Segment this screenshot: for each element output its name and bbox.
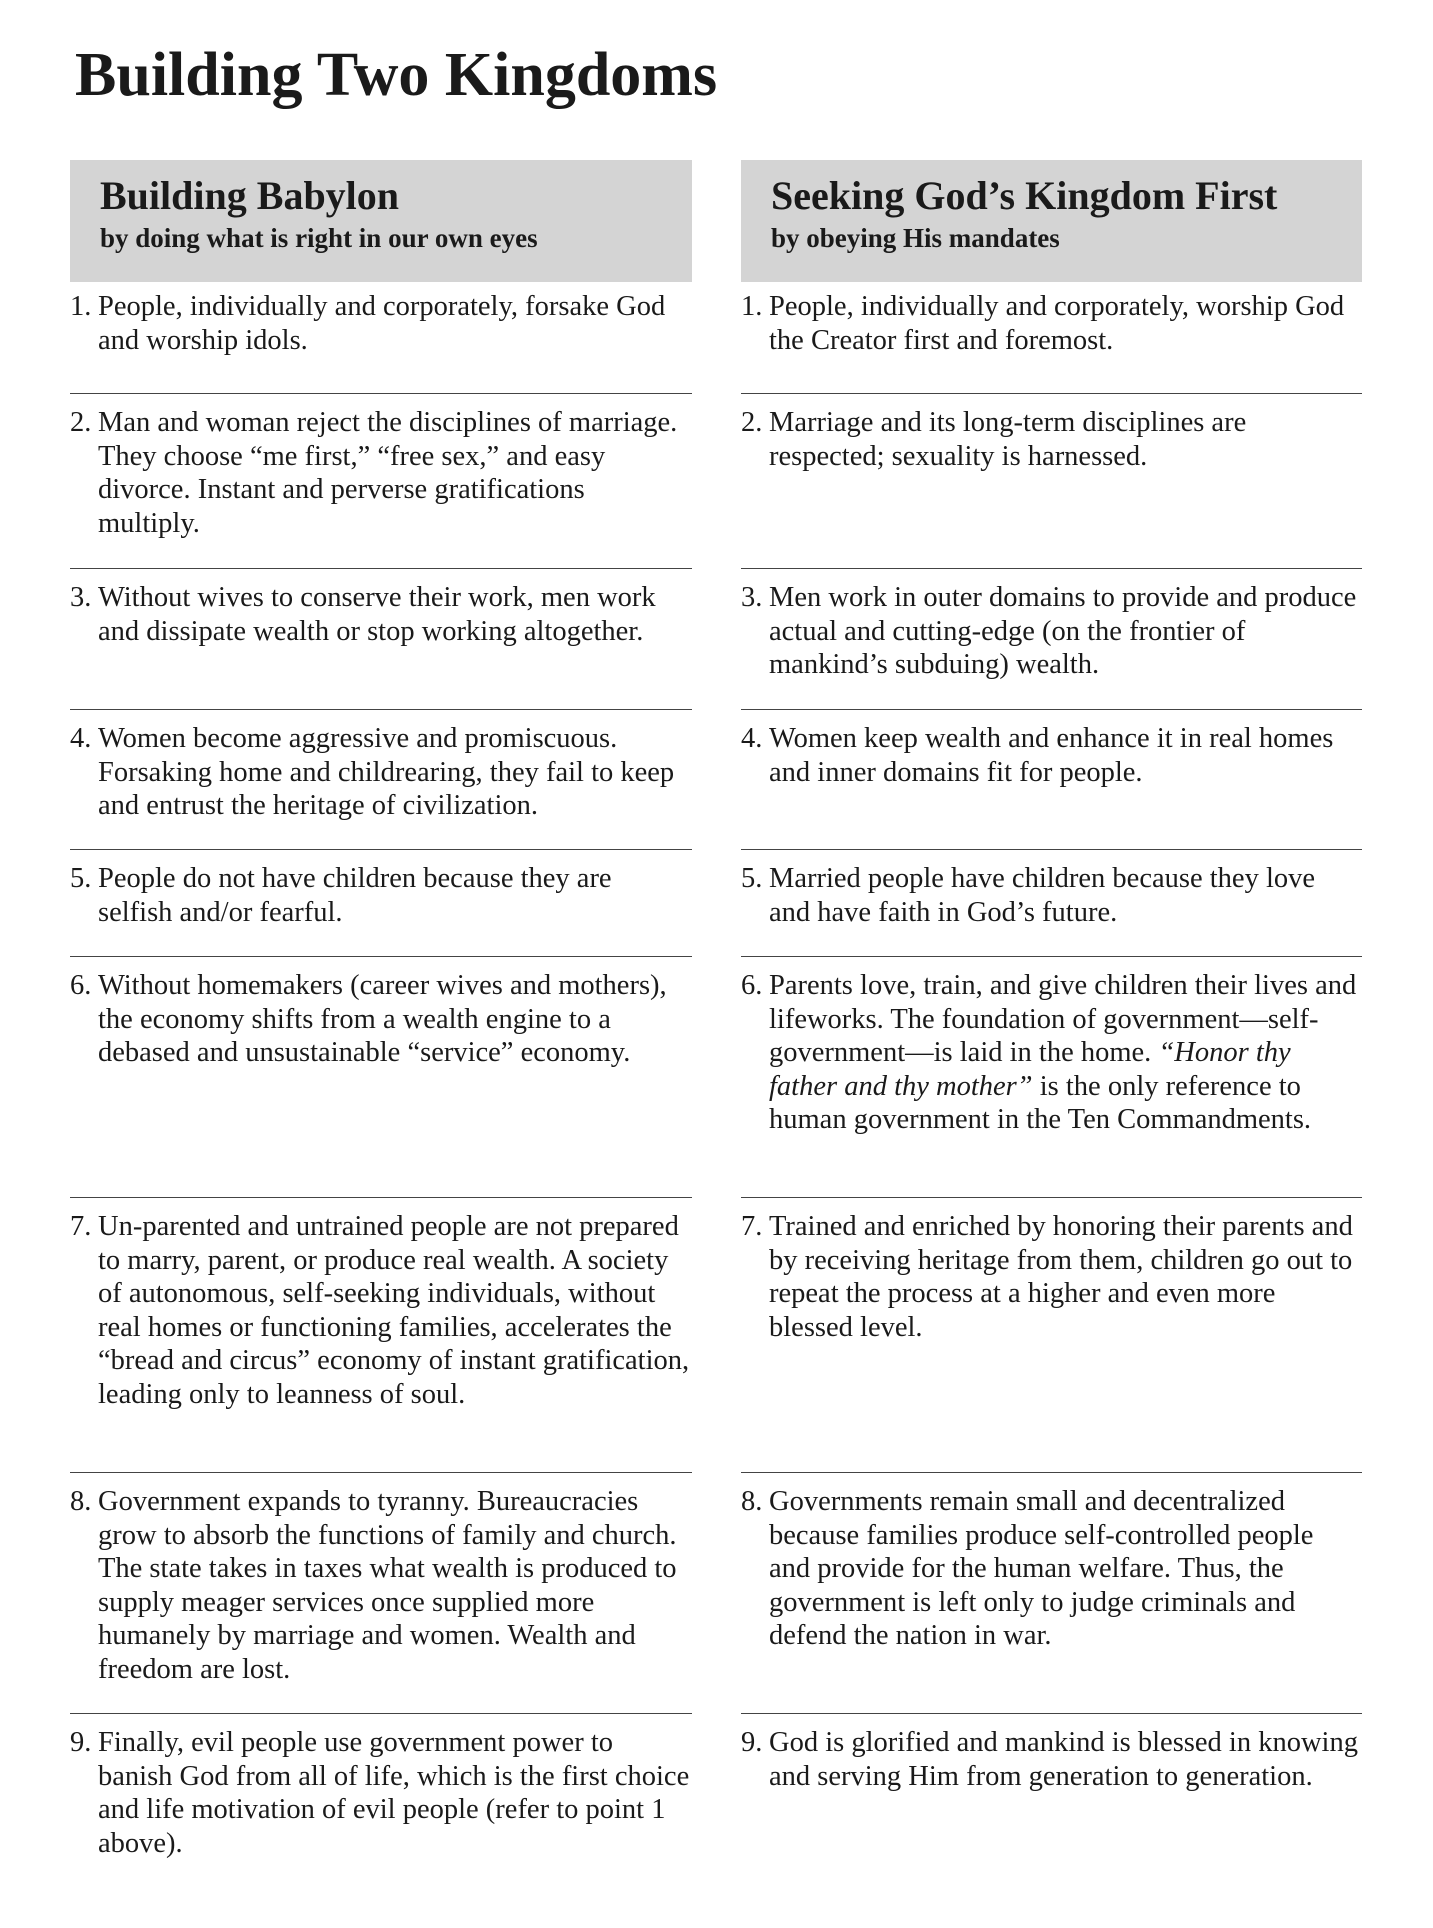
item-number: 7. xyxy=(70,1211,92,1242)
list-item xyxy=(741,290,1362,357)
list-item xyxy=(741,709,1362,789)
item-number: 1. xyxy=(741,291,763,322)
item-text: Trained and enriched by honoring their parents and by receiving heritage from them, children go out to repeat the process at a higher and even more blessed level. xyxy=(769,1211,1353,1343)
item-text: Finally, evil people use government power to banish God from all of life, which is the first choice and life motivation of evil people (refer to point 1 above). xyxy=(98,1727,690,1859)
page-title: Building Two Kingdoms xyxy=(75,41,718,109)
list-item xyxy=(741,1713,1362,1793)
item-number: 8. xyxy=(70,1486,92,1517)
column-heading: Building Babylon xyxy=(100,173,400,218)
item-text: Man and woman reject the disciplines of marriage. They choose “me first,” “free sex,” and easy divorce. Instant and perverse gratifications multiply. xyxy=(98,407,678,539)
list-item xyxy=(741,956,1362,1137)
item-number: 5. xyxy=(741,863,763,894)
item-number: 9. xyxy=(70,1727,92,1758)
item-number: 4. xyxy=(741,723,763,754)
item-text: Without wives to conserve their work, men work and dissipate wealth or stop working altogether. xyxy=(98,582,656,647)
item-number: 6. xyxy=(70,970,92,1001)
item-text: People, individually and corporately, forsake God and worship idols. xyxy=(98,291,666,356)
item-text: Men work in outer domains to provide and produce actual and cutting-edge (on the frontier of mankind’s subduing) wealth. xyxy=(769,582,1357,680)
item-text: Government expands to tyranny. Bureaucracies grow to absorb the functions of family and church. The state takes in taxes what wealth is produced to supply meager services once supplied more humanely by marriage and women. Wealth and freedom are lost. xyxy=(98,1486,677,1685)
list-item xyxy=(741,393,1362,473)
item-number: 9. xyxy=(741,1727,763,1758)
item-number: 2. xyxy=(70,407,92,438)
item-number: 6. xyxy=(741,970,763,1001)
list-item xyxy=(70,290,692,357)
column-subheading: by obeying His mandates xyxy=(771,223,1060,253)
list-item xyxy=(70,1197,692,1411)
item-text: People do not have children because they are selfish and/or fearful. xyxy=(98,863,612,928)
item-number: 3. xyxy=(70,582,92,613)
item-number: 8. xyxy=(741,1486,763,1517)
item-number: 7. xyxy=(741,1211,763,1242)
column-heading: Seeking God’s Kingdom First xyxy=(771,173,1278,218)
item-text: Without homemakers (career wives and mothers), the economy shifts from a wealth engine to a debased and unsustainable “service” economy. xyxy=(98,970,667,1068)
item-number: 4. xyxy=(70,723,92,754)
column-header xyxy=(741,160,1362,282)
list-item xyxy=(70,393,692,540)
list-item xyxy=(741,1472,1362,1653)
list-item xyxy=(70,1713,692,1860)
list-item xyxy=(70,1472,692,1686)
item-text: Women become aggressive and promiscuous. Forsaking home and childrearing, they fail to keep and entrust the heritage of civilization. xyxy=(98,723,675,821)
list-item xyxy=(70,709,692,823)
item-text: God is glorified and mankind is blessed in knowing and serving Him from generation to generation. xyxy=(769,1727,1358,1792)
list-item xyxy=(70,849,692,929)
list-item xyxy=(70,568,692,648)
item-text: Women keep wealth and enhance it in real homes and inner domains fit for people. xyxy=(769,723,1334,788)
item-number: 2. xyxy=(741,407,763,438)
item-text: Marriage and its long-term disciplines are respected; sexuality is harnessed. xyxy=(769,407,1247,472)
item-number: 5. xyxy=(70,863,92,894)
column-seeking-gods-kingdom xyxy=(741,160,1362,1792)
item-text-quote: “Honor thy father and thy mother” xyxy=(769,1037,1291,1102)
item-number: 1. xyxy=(70,291,92,322)
item-text xyxy=(769,969,1362,1137)
list-item xyxy=(741,568,1362,682)
item-text-part: is the only reference to human government in the Ten Commandments. xyxy=(769,1070,1312,1135)
item-text: Governments remain small and decentralized because families produce self-controlled people and provide for the human welfare. Thus, the government is left only to judge criminals and defend the nation in war. xyxy=(769,1486,1314,1651)
item-number: 3. xyxy=(741,582,763,613)
item-text-part: Parents love, train, and give children their lives and lifeworks. The foundation of government—self-government—is laid in the home. xyxy=(769,970,1357,1068)
item-text: Married people have children because they love and have faith in God’s future. xyxy=(769,863,1316,928)
item-text: People, individually and corporately, worship God the Creator first and foremost. xyxy=(769,291,1345,356)
list-item xyxy=(741,1197,1362,1344)
item-text: Un-parented and untrained people are not prepared to marry, parent, or produce real wealth. A society of autonomous, self-seeking individuals, without real homes or functioning families, accelerates the “bread and circus” economy of instant gratification, leading only to leanness of soul. xyxy=(98,1211,690,1410)
column-building-babylon xyxy=(70,160,692,1859)
list-item xyxy=(741,849,1362,929)
column-subheading: by doing what is right in our own eyes xyxy=(100,223,538,253)
list-item xyxy=(70,956,692,1070)
column-header xyxy=(70,160,692,282)
